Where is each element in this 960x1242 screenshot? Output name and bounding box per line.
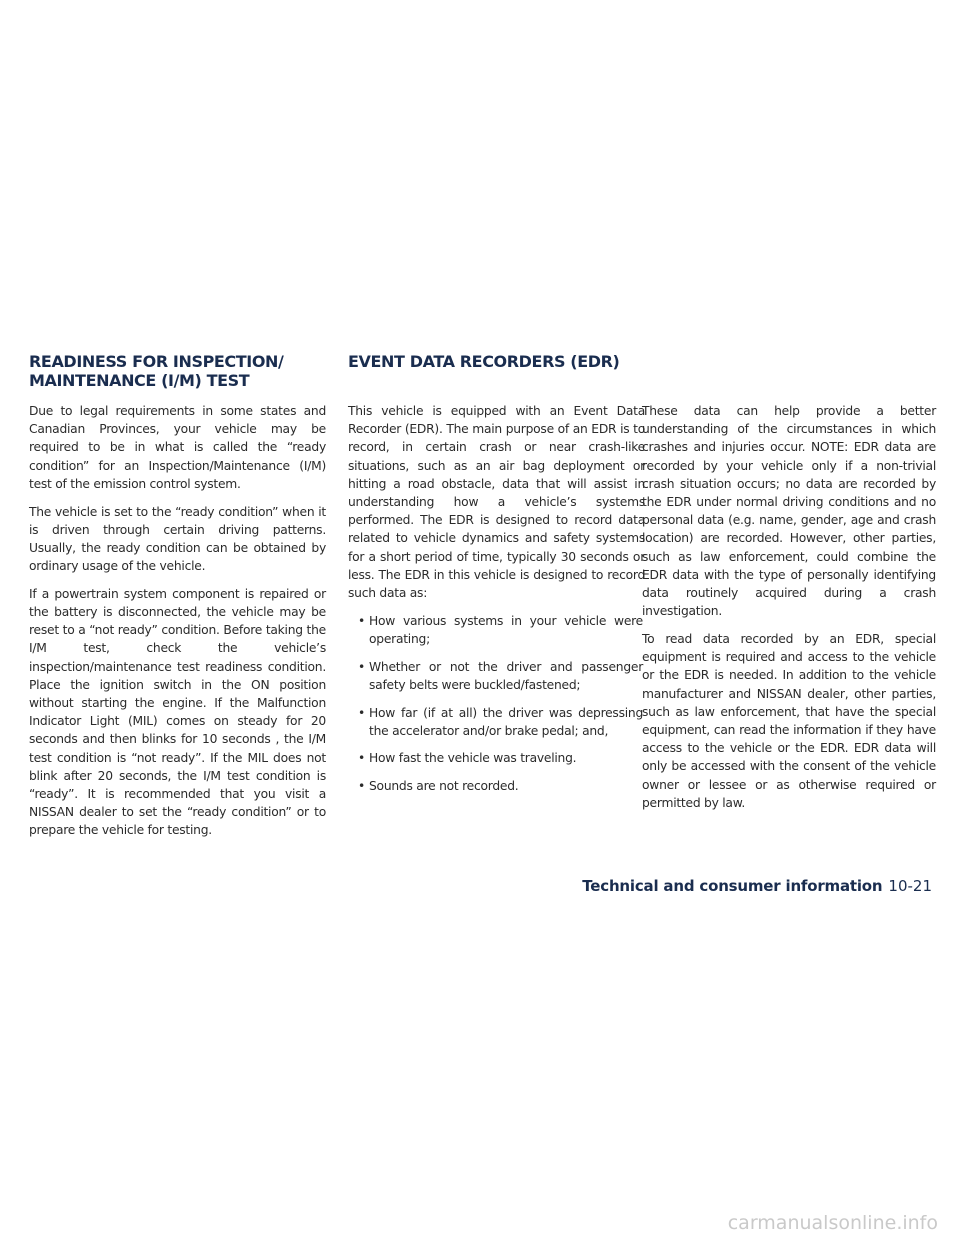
watermark-text: carmanualsonline.info	[727, 1212, 938, 1234]
edr-paragraph: These data can help provide a better understanding of the circumstances in which crashes and injuries occur. NOTE: EDR data are recorded by your vehicle only if a non-trivial crash situation occurs; no data are recorded by the EDR under normal driving conditions and no personal data (e.g. name, gender, age and crash location) are recorded. However, other parties, such as law enforcement, could combine the EDR data with the type of personally identifying data routinely acquired during a crash investigation.	[642, 404, 936, 619]
page-footer	[582, 876, 932, 896]
list-item	[348, 704, 645, 740]
section-heading-edr: EVENT DATA RECORDERS (EDR)	[348, 352, 620, 371]
list-item	[348, 749, 645, 767]
bullet-icon: •	[358, 751, 366, 766]
edr-recorded-data-list	[348, 612, 645, 796]
edr-continuation-column	[642, 402, 936, 821]
list-item-text: How various systems in your vehicle were operating;	[369, 613, 643, 646]
bullet-icon: •	[358, 705, 366, 720]
edr-column	[348, 402, 645, 805]
edr-paragraph: To read data recorded by an EDR, special equipment is required and access to the vehicle or the EDR is needed. In addition to the vehicle manufacturer and NISSAN dealer, other parties, such as law enforcement, that have the special equipment, can read the information if they have access to the vehicle or the EDR. EDR data will only be accessed with the consent of the vehicle owner or lessee or as otherwise required or permitted by law.	[642, 631, 936, 810]
readiness-paragraph: If a powertrain system component is repaired or the battery is disconnected, the vehicle may be reset to a “not ready” condition. Before taking the I/M test, check the vehicle’s inspection/maintenance test readiness condition. Place the ignition switch in the ON position without starting the engine. If the Malfunction Indicator Light (MIL) comes on steady for 20 seconds and then blinks for 10 seconds , the I/M test condition is “not ready”. If the MIL does not blink after 20 seconds, the I/M test condition is “ready”. It is recommended that you visit a NISSAN dealer to set the “ready condition” or to prepare the vehicle for testing.	[29, 586, 326, 838]
readiness-column	[29, 402, 326, 849]
readiness-paragraph: The vehicle is set to the “ready condition” when it is driven through certain driving patterns. Usually, the ready condition can be obtained by ordinary usage of the vehicle.	[29, 504, 326, 574]
footer-section-title: Technical and consumer information	[582, 877, 883, 895]
bullet-icon: •	[358, 613, 366, 628]
list-item-text: How fast the vehicle was traveling.	[369, 751, 577, 766]
list-item-text: Sounds are not recorded.	[369, 779, 519, 794]
list-item	[348, 777, 645, 795]
edr-intro-paragraph: This vehicle is equipped with an Event Data Recorder (EDR). The main purpose of an EDR is to record, in certain crash or near crash-like situations, such as an air bag deployment or hitting a road obstacle, data that will assist in understanding how a vehicle’s systems performed. The EDR is designed to record data related to vehicle dynamics and safety systems for a short period of time, typically 30 seconds or less. The EDR in this vehicle is designed to record such data as:	[348, 404, 645, 601]
heading-line-2: MAINTENANCE (I/M) TEST	[29, 371, 250, 390]
list-item-text: Whether or not the driver and passenger safety belts were buckled/fastened;	[369, 659, 643, 692]
heading-line-1: READINESS FOR INSPECTION/	[29, 352, 284, 371]
section-heading-readiness	[29, 352, 329, 390]
list-item	[348, 658, 645, 694]
list-item-text: How far (if at all) the driver was depressing the accelerator and/or brake pedal; and,	[369, 705, 643, 738]
page-number: 10-21	[888, 877, 932, 895]
list-item	[348, 612, 645, 648]
readiness-paragraph: Due to legal requirements in some states and Canadian Provinces, your vehicle may be required to be in what is called the “ready condition” for an Inspection/Maintenance (I/M) test of the emission control system.	[29, 404, 326, 491]
bullet-icon: •	[358, 659, 366, 674]
bullet-icon: •	[358, 779, 366, 794]
